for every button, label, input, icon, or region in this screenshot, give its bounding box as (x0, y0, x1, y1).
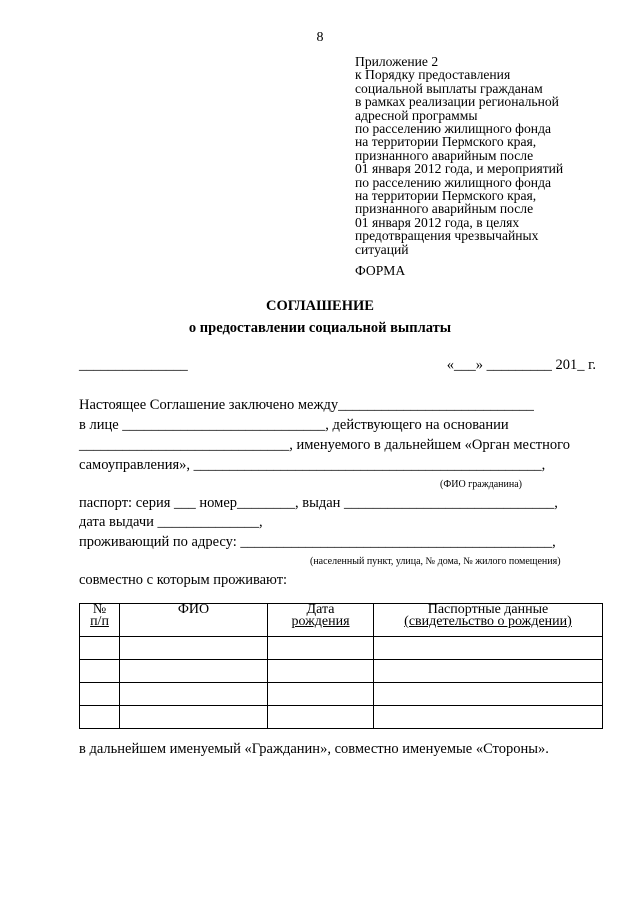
appendix-line: на территории Пермского края, (355, 134, 537, 150)
table-cell (268, 660, 374, 683)
table-cell (80, 660, 120, 683)
body-line-footer: в дальнейшем именуемый «Гражданин», совместно именуемые «Стороны». (79, 741, 549, 757)
table-cell (374, 683, 603, 706)
appendix-line: 01 января 2012 года, в целях (355, 214, 520, 230)
appendix-line: адресной программы (355, 107, 478, 123)
caption-address: (населенный пункт, улица, № дома, № жилого помещения) (310, 556, 561, 567)
header-birth-date: Дата рождения (268, 604, 374, 637)
table-cell (80, 706, 120, 729)
body-line-passport: паспорт: серия ___ номер________, выдан _____________________________, (79, 495, 558, 511)
appendix-line: в рамках реализации региональной (355, 94, 559, 110)
table-row (80, 637, 603, 660)
table-cell (374, 637, 603, 660)
table-cell (120, 683, 268, 706)
caption-fio: (ФИО гражданина) (440, 479, 522, 490)
table-cell (120, 637, 268, 660)
appendix-line: Приложение 2 (355, 54, 439, 69)
appendix-line: признанного аварийным после (355, 147, 534, 163)
appendix-line: ситуаций (355, 241, 409, 257)
appendix-line: по расселению жилищного фонда (355, 121, 552, 137)
body-line-citizen: самоуправления», ________________________________________________, (79, 457, 546, 473)
body-line-issue-date: дата выдачи ______________, (79, 514, 263, 530)
appendix-line: 01 января 2012 года, и мероприятий (355, 161, 564, 177)
table-cell (268, 637, 374, 660)
appendix-line: социальной выплаты гражданам (355, 80, 543, 96)
table-row (80, 660, 603, 683)
table-cell (268, 683, 374, 706)
place-blank: _______________ (79, 357, 188, 373)
appendix-line: признанного аварийным после (355, 201, 534, 217)
body-line-address: проживающий по адресу: ___________________________________________, (79, 534, 556, 550)
table-cell (120, 706, 268, 729)
body-line-representative: в лице ____________________________, действующего на основании (79, 417, 509, 433)
form-label: ФОРМА (355, 263, 406, 278)
appendix-line: по расселению жилищного фонда (355, 174, 552, 190)
document-subtitle: о предоставлении социальной выплаты (188, 320, 452, 336)
table-header-row (80, 604, 603, 637)
table-cell (268, 706, 374, 729)
table-cell (374, 660, 603, 683)
table-row (80, 706, 603, 729)
table-cell (120, 660, 268, 683)
table-cell (374, 706, 603, 729)
page-number: 8 (316, 30, 324, 45)
table-cell (80, 637, 120, 660)
cohabitants-table (79, 603, 603, 729)
header-passport: Паспортные данные (свидетельство о рождении) (374, 604, 603, 637)
header-fio: ФИО (120, 604, 268, 637)
appendix-header (355, 55, 605, 256)
agreement-date: «___» _________ 201_ г. (446, 357, 596, 373)
body-line-cohabitants: совместно с которым проживают: (79, 572, 288, 588)
table-cell (80, 683, 120, 706)
body-line-parties: Настоящее Соглашение заключено между___________________________ (79, 397, 534, 413)
table-row (80, 683, 603, 706)
header-number: № п/п (80, 604, 120, 637)
appendix-line: на территории Пермского края, (355, 188, 537, 204)
appendix-line: предотвращения чрезвычайных (355, 228, 539, 244)
appendix-line: к Порядку предоставления (355, 67, 511, 83)
body-line-basis: _____________________________, именуемого в дальнейшем «Орган местного (79, 437, 570, 453)
document-title: СОГЛАШЕНИЕ (266, 298, 374, 314)
